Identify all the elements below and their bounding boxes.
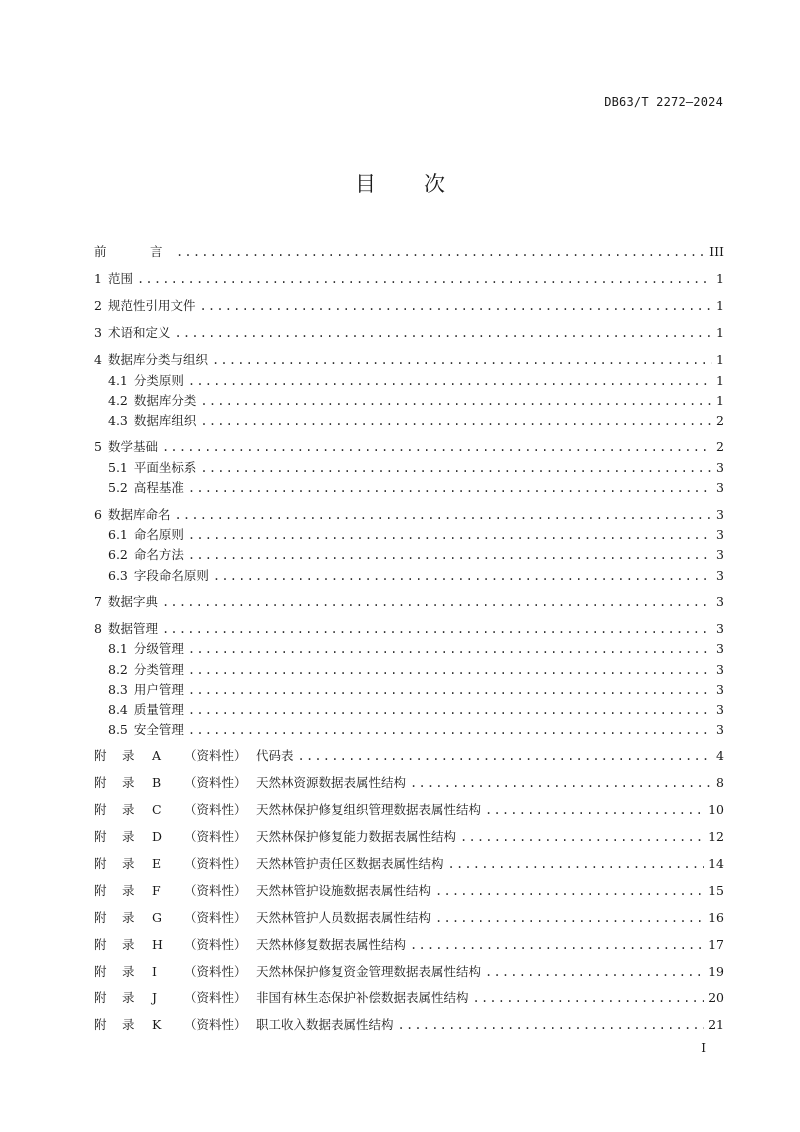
page-number: 3 — [716, 547, 724, 562]
appendix-letter: K — [152, 1017, 162, 1032]
appendix-type: （资料性） — [184, 802, 247, 817]
toc-subentry[interactable] — [108, 681, 724, 699]
toc-subentry[interactable] — [108, 372, 724, 390]
section-title: 数据库组织 — [133, 413, 197, 428]
section-title: 平面坐标系 — [133, 460, 197, 475]
appendix-type: （资料性） — [184, 910, 247, 925]
toc-subentry[interactable] — [108, 459, 724, 477]
leader-dots — [473, 989, 705, 1007]
page-number: 3 — [716, 621, 724, 636]
appendix-letter: G — [152, 910, 162, 925]
leader-dots — [162, 593, 712, 611]
page-number: 1 — [716, 271, 724, 286]
appendix-letter: I — [152, 964, 157, 979]
section-title: 数据字典 — [107, 594, 158, 609]
leader-dots — [188, 721, 712, 739]
toc-subentry[interactable] — [108, 392, 724, 410]
appendix-type: （资料性） — [184, 964, 247, 979]
section-title: 规范性引用文件 — [107, 298, 196, 313]
toc-entry[interactable] — [94, 506, 724, 524]
toc-entry[interactable] — [94, 351, 724, 369]
appendix-label-1: 附 — [94, 802, 107, 817]
toc-appendix-j[interactable] — [94, 989, 724, 1007]
leader-dots — [188, 681, 712, 699]
appendix-type: （资料性） — [184, 990, 247, 1005]
section-number: 5.2 — [108, 480, 128, 495]
page-number: 1 — [716, 298, 724, 313]
appendix-label-2: 录 — [122, 829, 135, 844]
section-number: 8.3 — [108, 682, 128, 697]
page-number: 8 — [716, 775, 724, 790]
leader-dots — [199, 297, 712, 315]
leader-dots — [435, 882, 704, 900]
leader-dots — [435, 909, 704, 927]
leader-dots — [485, 801, 704, 819]
appendix-label-2: 录 — [122, 748, 135, 763]
leader-dots — [460, 828, 704, 846]
appendix-letter: B — [152, 775, 162, 790]
toc-entry-preface[interactable] — [94, 243, 724, 261]
leader-dots — [188, 546, 712, 564]
title-char-1: 目 — [355, 172, 376, 196]
appendix-letter: D — [152, 829, 163, 844]
leader-dots — [188, 372, 712, 390]
page-number: 3 — [716, 682, 724, 697]
section-number: 8 — [94, 621, 102, 636]
appendix-label-1: 附 — [94, 775, 107, 790]
appendix-label-2: 录 — [122, 775, 135, 790]
leader-dots — [398, 1016, 705, 1034]
appendix-label-1: 附 — [94, 910, 107, 925]
toc-subentry[interactable] — [108, 479, 724, 497]
toc-appendix-k[interactable] — [94, 1016, 724, 1034]
toc-subentry[interactable] — [108, 567, 724, 585]
section-title: 分类原则 — [133, 373, 184, 388]
section-number: 4 — [94, 352, 102, 367]
page-number: 19 — [708, 964, 724, 979]
appendix-label-1: 附 — [94, 829, 107, 844]
section-number: 8.5 — [108, 722, 128, 737]
appendix-label-1: 附 — [94, 1017, 107, 1032]
leader-dots — [188, 526, 712, 544]
leader-dots — [176, 243, 705, 261]
page-number: 3 — [716, 594, 724, 609]
toc-subentry[interactable] — [108, 721, 724, 739]
leader-dots — [410, 774, 712, 792]
leader-dots — [200, 459, 712, 477]
page-number: 15 — [708, 883, 724, 898]
leader-dots — [188, 479, 712, 497]
toc-subentry[interactable] — [108, 546, 724, 564]
toc-subentry[interactable] — [108, 412, 724, 430]
page-number: 14 — [708, 856, 724, 871]
page-number: 1 — [716, 393, 724, 408]
toc-entry[interactable] — [94, 324, 724, 342]
appendix-label-1: 附 — [94, 990, 107, 1005]
page-number: 17 — [708, 937, 724, 952]
leader-dots — [485, 963, 704, 981]
toc-appendix-d[interactable] — [94, 828, 724, 846]
section-title: 质量管理 — [133, 702, 184, 717]
appendix-type: （资料性） — [184, 775, 247, 790]
leader-dots — [188, 640, 712, 658]
section-title: 用户管理 — [133, 682, 184, 697]
leader-dots — [200, 392, 712, 410]
appendix-title: 天然林保护修复组织管理数据表属性结构 — [256, 802, 482, 817]
footer-page-number: I — [701, 1041, 706, 1055]
leader-dots — [448, 855, 705, 873]
appendix-label-1: 附 — [94, 937, 107, 952]
section-title: 数据管理 — [107, 621, 158, 636]
section-title: 数据库分类 — [133, 393, 197, 408]
section-title: 高程基准 — [133, 480, 184, 495]
section-number: 6.3 — [108, 568, 128, 583]
page-number: 1 — [716, 373, 724, 388]
toc-appendix-h[interactable] — [94, 936, 724, 954]
section-title: 分级管理 — [133, 641, 184, 656]
appendix-label-2: 录 — [122, 856, 135, 871]
toc-subentry[interactable] — [108, 526, 724, 544]
leader-dots — [200, 412, 712, 430]
section-title: 数据库命名 — [107, 507, 171, 522]
appendix-title: 天然林保护修复能力数据表属性结构 — [256, 829, 457, 844]
appendix-label-1: 附 — [94, 883, 107, 898]
appendix-letter: E — [152, 856, 162, 871]
leader-dots — [188, 661, 712, 679]
page-number: 2 — [716, 413, 724, 428]
section-number: 6 — [94, 507, 102, 522]
appendix-label-1: 附 — [94, 964, 107, 979]
section-title: 字段命名原则 — [133, 568, 209, 583]
leader-dots — [213, 567, 712, 585]
page-number: 3 — [716, 460, 724, 475]
title-char-2: 次 — [424, 172, 445, 196]
toc-subentry[interactable] — [108, 661, 724, 679]
leader-dots — [298, 747, 713, 765]
section-number: 8.1 — [108, 641, 128, 656]
page-number: 20 — [708, 990, 724, 1005]
page-number: 10 — [708, 802, 724, 817]
appendix-label-2: 录 — [122, 1017, 135, 1032]
preface-char-1: 前 — [94, 244, 107, 259]
section-number: 4.2 — [108, 393, 128, 408]
appendix-title: 代码表 — [256, 748, 294, 763]
section-number: 1 — [94, 271, 102, 286]
section-title: 术语和定义 — [107, 325, 171, 340]
section-number: 6.1 — [108, 527, 128, 542]
page-number: III — [709, 244, 724, 259]
standard-code: DB63/T 2272—2024 — [604, 95, 723, 109]
page-number: 21 — [708, 1017, 724, 1032]
appendix-letter: J — [152, 990, 158, 1005]
appendix-type: （资料性） — [184, 748, 247, 763]
leader-dots — [188, 701, 712, 719]
toc-appendix-e[interactable] — [94, 855, 724, 873]
leader-dots — [212, 351, 712, 369]
section-number: 4.3 — [108, 413, 128, 428]
appendix-title: 天然林管护设施数据表属性结构 — [256, 883, 432, 898]
appendix-type: （资料性） — [184, 829, 247, 844]
page-number: 12 — [708, 829, 724, 844]
page-number: 4 — [716, 748, 724, 763]
toc-appendix-b[interactable] — [94, 774, 724, 792]
page-number: 1 — [716, 325, 724, 340]
leader-dots — [162, 620, 712, 638]
leader-dots — [174, 324, 712, 342]
section-title: 命名原则 — [133, 527, 184, 542]
section-number: 2 — [94, 298, 102, 313]
toc-entry[interactable] — [94, 593, 724, 611]
toc-entry[interactable] — [94, 438, 724, 456]
appendix-label-2: 录 — [122, 964, 135, 979]
preface-char-2: 言 — [150, 244, 163, 259]
page-number: 2 — [716, 439, 724, 454]
toc-subentry[interactable] — [108, 701, 724, 719]
toc-appendix-a[interactable] — [94, 747, 724, 765]
page-title — [0, 168, 800, 198]
appendix-title: 职工收入数据表属性结构 — [256, 1017, 394, 1032]
page-number: 3 — [716, 568, 724, 583]
page-number: 3 — [716, 662, 724, 677]
section-title: 数学基础 — [107, 439, 158, 454]
appendix-label-1: 附 — [94, 748, 107, 763]
page-number: 3 — [716, 527, 724, 542]
section-number: 5 — [94, 439, 102, 454]
appendix-label-1: 附 — [94, 856, 107, 871]
toc-subentry[interactable] — [108, 640, 724, 658]
section-number: 3 — [94, 325, 102, 340]
section-number: 6.2 — [108, 547, 128, 562]
section-title: 安全管理 — [133, 722, 184, 737]
appendix-title: 天然林保护修复资金管理数据表属性结构 — [256, 964, 482, 979]
page-number: 3 — [716, 702, 724, 717]
toc-appendix-g[interactable] — [94, 909, 724, 927]
appendix-type: （资料性） — [184, 1017, 247, 1032]
toc-appendix-c[interactable] — [94, 801, 724, 819]
toc-appendix-f[interactable] — [94, 882, 724, 900]
toc-entry[interactable] — [94, 270, 724, 288]
page-number: 16 — [708, 910, 724, 925]
appendix-type: （资料性） — [184, 883, 247, 898]
page-number: 1 — [716, 352, 724, 367]
appendix-type: （资料性） — [184, 937, 247, 952]
toc-entry[interactable] — [94, 297, 724, 315]
section-number: 5.1 — [108, 460, 128, 475]
appendix-letter: C — [152, 802, 162, 817]
leader-dots — [174, 506, 712, 524]
appendix-label-2: 录 — [122, 802, 135, 817]
page-number: 3 — [716, 641, 724, 656]
appendix-label-2: 录 — [122, 910, 135, 925]
appendix-letter: F — [152, 883, 161, 898]
appendix-label-2: 录 — [122, 883, 135, 898]
page-number: 3 — [716, 480, 724, 495]
leader-dots — [410, 936, 704, 954]
section-number: 4.1 — [108, 373, 128, 388]
page-number: 3 — [716, 722, 724, 737]
appendix-title: 非国有林生态保护补偿数据表属性结构 — [256, 990, 469, 1005]
appendix-title: 天然林修复数据表属性结构 — [256, 937, 407, 952]
section-number: 7 — [94, 594, 102, 609]
leader-dots — [162, 438, 712, 456]
section-title: 命名方法 — [133, 547, 184, 562]
appendix-letter: H — [152, 937, 163, 952]
section-number: 8.2 — [108, 662, 128, 677]
section-number: 8.4 — [108, 702, 128, 717]
appendix-type: （资料性） — [184, 856, 247, 871]
appendix-label-2: 录 — [122, 937, 135, 952]
appendix-title: 天然林资源数据表属性结构 — [256, 775, 407, 790]
section-title: 范围 — [107, 271, 133, 286]
appendix-label-2: 录 — [122, 990, 135, 1005]
toc-entry[interactable] — [94, 620, 724, 638]
appendix-title: 天然林管护责任区数据表属性结构 — [256, 856, 444, 871]
appendix-title: 天然林管护人员数据表属性结构 — [256, 910, 432, 925]
leader-dots — [137, 270, 712, 288]
toc-appendix-i[interactable] — [94, 963, 724, 981]
page-number: 3 — [716, 507, 724, 522]
section-title: 分类管理 — [133, 662, 184, 677]
appendix-letter: A — [152, 748, 162, 763]
section-title: 数据库分类与组织 — [107, 352, 208, 367]
